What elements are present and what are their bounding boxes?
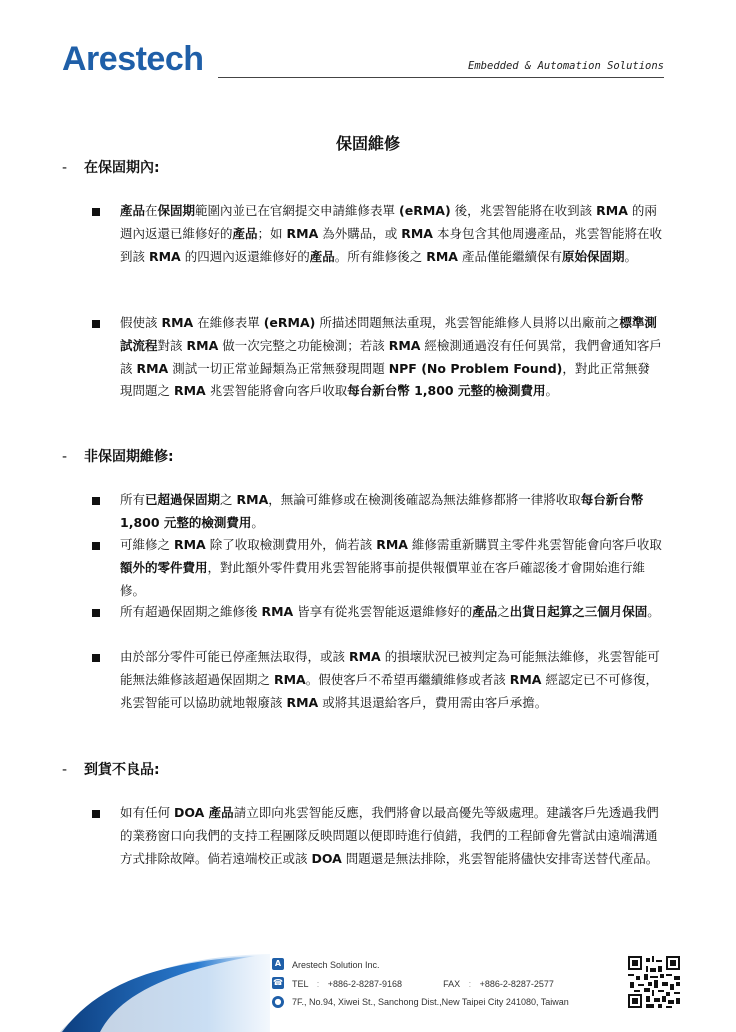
bullet-text: 由於部分零件可能已停產無法取得，或該 RMA 的損壞狀況已被判定為可能無法維修，兆雲智能可能無法維修該超過保固期之 RMA。假使客戶不希望再繼續維修或者該 RMA 經認定已不可修復，兆雲智能可以協助就地報廢該 RMA 或將其退還給客戶，費用需由客戶承擔。 [120, 649, 660, 710]
square-bullet-icon [92, 609, 100, 617]
list-item [92, 601, 662, 624]
section-heading-doa: - 到貨不良品: [62, 762, 160, 778]
section-heading-out-of-warranty: - 非保固期維修: [62, 449, 174, 465]
list-item [92, 312, 662, 403]
square-bullet-icon [92, 542, 100, 550]
square-bullet-icon [92, 497, 100, 505]
section-heading-text: 到貨不良品: [84, 762, 160, 778]
bullet-text: 產品在保固期範圍內並已在官網提交申請維修表單 (eRMA) 後，兆雲智能將在收到該 RMA 的兩週內返還已維修好的產品；如 RMA 為外購品，或 RMA 本身包含其他周邊產品，兆雲智能將在收到該 RMA 的四週內返還維修好的產品。所有維修後之 RMA 產品僅能繼續保有原始保固期。 [120, 203, 662, 264]
bullet-text: 如有任何 DOA 產品請立即向兆雲智能反應，我們將會以最高優先等級處理。建議客戶先透過我們的業務窗口向我們的支持工程團隊反映問題以便即時進行偵錯，我們的工程師會先嘗試由遠端溝通方式排除故障。倘若遠端校正或該 DOA 問題還是無法排除，兆雲智能將儘快安排寄送替代產品。 [120, 805, 659, 866]
company-logo: Arestech [62, 40, 204, 78]
company-tagline: Embedded & Automation Solutions [468, 60, 664, 72]
square-bullet-icon [92, 208, 100, 216]
section-heading-text: 在保固期內: [84, 160, 160, 176]
phone-icon: ☎ [273, 978, 283, 987]
company-icon: A [272, 958, 284, 970]
list-item [92, 534, 662, 602]
location-pin-icon: ● [272, 996, 284, 1008]
section-heading-text: 非保固期維修: [84, 449, 174, 465]
qr-code-icon [628, 956, 680, 1008]
bullet-text: 可維修之 RMA 除了收取檢測費用外，倘若該 RMA 維修需重新購買主零件兆雲智能會向客戶收取額外的零件費用，對此額外零件費用兆雲智能將事前提供報價單並在客戶確認後才會開始進行維修。 [120, 537, 662, 598]
square-bullet-icon [92, 654, 100, 662]
list-item [92, 802, 662, 870]
header-divider [218, 77, 664, 78]
bullet-text: 所有超過保固期之維修後 RMA 皆享有從兆雲智能返還維修好的產品之出貨日起算之三個月保固。 [120, 604, 660, 619]
square-bullet-icon [92, 320, 100, 328]
bullet-text: 所有已超過保固期之 RMA，無論可維修或在檢測後確認為無法維修都將一律將收取每台新台幣 1,800 元整的檢測費用。 [120, 492, 644, 530]
footer-swoosh-graphic [0, 948, 270, 1032]
tel-label: TEL [292, 979, 309, 989]
section-heading-in-warranty: - 在保固期內: [62, 160, 160, 176]
page-title: 保固維修 [335, 134, 400, 153]
tel-number: +886-2-8287-9168 [327, 979, 403, 989]
footer-contact: TEL : +886-2-8287-9168 FAX : +886-2-8287-2577 [292, 979, 554, 989]
footer-address: 7F., No.94, Xiwei St., Sanchong Dist.,New Taipei City 241080, Taiwan [292, 997, 569, 1007]
fax-number: +886-2-8287-2577 [479, 979, 554, 989]
footer-company: Arestech Solution Inc. [292, 960, 380, 970]
fax-label: FAX [443, 979, 461, 989]
bullet-text: 假使該 RMA 在維修表單 (eRMA) 所描述問題無法重現，兆雲智能維修人員將以出廠前之標準測試流程對該 RMA 做一次完整之功能檢測；若該 RMA 經檢測通過沒有任何異常，我們會通知客戶該 RMA 測試一切正常並歸類為正常無發現問題 NPF (No Problem Found)，對此正常無發現問題之 RMA 兆雲智能將會向客戶收取每台新台幣 1,800 元整的檢測費用。 [120, 315, 662, 399]
square-bullet-icon [92, 810, 100, 818]
list-item [92, 489, 662, 535]
list-item [92, 646, 662, 714]
list-item [92, 200, 662, 268]
